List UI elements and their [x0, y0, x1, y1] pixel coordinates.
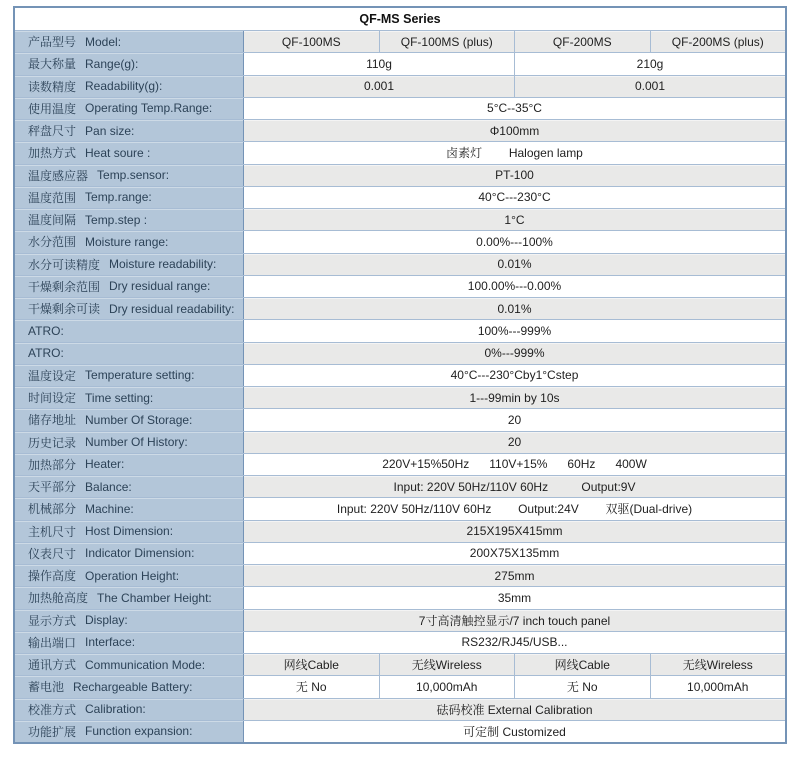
row-values	[244, 632, 785, 653]
spec-row	[15, 454, 785, 476]
row-label	[15, 676, 244, 697]
row-values	[244, 187, 785, 208]
spec-row	[15, 298, 785, 320]
row-values	[244, 543, 785, 564]
spec-row	[15, 98, 785, 120]
row-label-en: Communication Mode:	[85, 657, 206, 672]
row-label	[15, 409, 244, 430]
spec-table	[13, 6, 787, 744]
row-label-en: Number Of History:	[85, 435, 188, 450]
spec-row	[15, 209, 785, 231]
row-label-cn: ATRO:	[28, 346, 64, 361]
row-label	[15, 298, 244, 319]
row-label	[15, 721, 244, 742]
value-cell: QF-200MS	[514, 31, 650, 52]
spec-row	[15, 543, 785, 565]
row-label-cn: 机械部分	[28, 502, 77, 517]
spec-row	[15, 53, 785, 75]
row-values	[244, 587, 785, 608]
row-values	[244, 432, 785, 453]
row-values	[244, 209, 785, 230]
spec-row	[15, 343, 785, 365]
row-label-cn: 最大称量	[28, 57, 77, 72]
value-cell: Input: 220V 50Hz/110V 60Hz Output:9V	[244, 476, 785, 497]
row-label-cn: 输出端口	[28, 635, 77, 650]
row-label	[15, 187, 244, 208]
row-values	[244, 676, 785, 697]
row-label-en: Temp.step :	[85, 212, 148, 227]
row-label-cn: 仪表尺寸	[28, 546, 77, 561]
spec-row	[15, 676, 785, 698]
row-values	[244, 721, 785, 742]
row-label-cn: 温度感应器	[28, 168, 89, 183]
row-values	[244, 387, 785, 408]
row-values	[244, 699, 785, 720]
row-values	[244, 476, 785, 497]
row-values	[244, 521, 785, 542]
row-label	[15, 565, 244, 586]
row-label-en: Function expansion:	[85, 724, 193, 739]
row-label-en: Indicator Dimension:	[85, 546, 195, 561]
value-cell: 5°C--35°C	[244, 98, 785, 119]
row-label-cn: 时间设定	[28, 391, 77, 406]
row-label-cn: 秤盘尺寸	[28, 124, 77, 139]
row-label-cn: 加热方式	[28, 146, 77, 161]
value-cell: Input: 220V 50Hz/110V 60Hz Output:24V 双驱(Dual-drive)	[244, 498, 785, 519]
value-cell: 40°C---230°Cby1°Cstep	[244, 365, 785, 386]
row-label-cn: 温度范围	[28, 190, 77, 205]
value-cell: 网线Cable	[244, 654, 379, 675]
row-values	[244, 142, 785, 163]
row-label-en: Operating Temp.Range:	[85, 101, 213, 116]
row-label	[15, 610, 244, 631]
value-cell: 210g	[514, 53, 785, 74]
value-cell: 1°C	[244, 209, 785, 230]
value-cell: 0.001	[514, 76, 785, 97]
row-label	[15, 209, 244, 230]
row-label-cn: 主机尺寸	[28, 524, 77, 539]
row-label	[15, 120, 244, 141]
row-label-cn: 加热舱高度	[28, 591, 89, 606]
row-label	[15, 320, 244, 341]
row-label	[15, 521, 244, 542]
value-cell: 0.01%	[244, 298, 785, 319]
spec-row	[15, 254, 785, 276]
row-values	[244, 654, 785, 675]
row-label-en: Temp.range:	[85, 190, 152, 205]
row-label	[15, 254, 244, 275]
row-label	[15, 498, 244, 519]
spec-row	[15, 165, 785, 187]
row-label	[15, 476, 244, 497]
row-label-cn: 校准方式	[28, 702, 77, 717]
row-values	[244, 165, 785, 186]
spec-row	[15, 476, 785, 498]
value-cell: 40°C---230°C	[244, 187, 785, 208]
row-values	[244, 565, 785, 586]
row-label	[15, 98, 244, 119]
spec-row	[15, 565, 785, 587]
row-label	[15, 454, 244, 475]
row-label-en: Moisture readability:	[109, 257, 217, 272]
row-values	[244, 365, 785, 386]
value-cell: 0.00%---100%	[244, 231, 785, 252]
row-values	[244, 409, 785, 430]
row-label-en: Time setting:	[85, 390, 154, 405]
row-values	[244, 254, 785, 275]
spec-row	[15, 587, 785, 609]
spec-row	[15, 409, 785, 431]
row-label-en: Temperature setting:	[85, 368, 195, 383]
spec-row	[15, 187, 785, 209]
row-values	[244, 76, 785, 97]
row-label-en: Range(g):	[85, 56, 139, 71]
value-cell: 20	[244, 409, 785, 430]
value-cell: 220V+15%50Hz 110V+15% 60Hz 400W	[244, 454, 785, 475]
value-cell: 215X195X415mm	[244, 521, 785, 542]
row-values	[244, 298, 785, 319]
row-values	[244, 31, 785, 52]
row-label-cn: 读数精度	[28, 79, 77, 94]
row-label-cn: 历史记录	[28, 435, 77, 450]
row-label	[15, 632, 244, 653]
spec-row	[15, 721, 785, 742]
row-label	[15, 387, 244, 408]
value-cell: 0%---999%	[244, 343, 785, 364]
row-label	[15, 76, 244, 97]
row-label-en: Pan size:	[85, 123, 135, 138]
row-values	[244, 343, 785, 364]
row-label-cn: 储存地址	[28, 413, 77, 428]
row-values	[244, 320, 785, 341]
row-label-en: Readability(g):	[85, 79, 163, 94]
row-label-cn: 水分可读精度	[28, 257, 101, 272]
value-cell: 0.01%	[244, 254, 785, 275]
row-label-cn: ATRO:	[28, 323, 64, 338]
value-cell: 20	[244, 432, 785, 453]
row-label-en: Number Of Storage:	[85, 412, 193, 427]
spec-row	[15, 632, 785, 654]
row-label-cn: 温度间隔	[28, 213, 77, 228]
row-label-cn: 产品型号	[28, 35, 77, 50]
row-label-en: Temp.sensor:	[97, 168, 170, 183]
row-label	[15, 142, 244, 163]
row-values	[244, 231, 785, 252]
spec-row	[15, 31, 785, 53]
row-label-cn: 天平部分	[28, 480, 77, 495]
table-title: QF-MS Series	[15, 8, 785, 31]
spec-row	[15, 387, 785, 409]
row-label-en: Model:	[85, 34, 122, 49]
row-label-en: Operation Height:	[85, 568, 180, 583]
row-label-cn: 使用温度	[28, 101, 77, 116]
spec-row	[15, 610, 785, 632]
row-label-cn: 蓄电池	[28, 680, 65, 695]
row-label-en: Heat soure :	[85, 145, 151, 160]
row-label	[15, 231, 244, 252]
spec-row	[15, 276, 785, 298]
value-cell: 0.001	[244, 76, 514, 97]
row-label-en: Calibration:	[85, 702, 146, 717]
row-label	[15, 31, 244, 52]
row-label-en: Rechargeable Battery:	[73, 679, 193, 694]
spec-rows	[15, 31, 785, 742]
value-cell: QF-100MS	[244, 31, 379, 52]
value-cell: RS232/RJ45/USB...	[244, 632, 785, 653]
value-cell: 可定制 Customized	[244, 721, 785, 742]
spec-row	[15, 76, 785, 98]
row-label	[15, 165, 244, 186]
value-cell: 无 No	[244, 676, 379, 697]
row-label-cn: 干燥剩余可读	[28, 302, 101, 317]
row-label-en: Dry residual range:	[109, 279, 211, 294]
spec-row	[15, 320, 785, 342]
value-cell: Φ100mm	[244, 120, 785, 141]
value-cell: 砝码校准 External Calibration	[244, 699, 785, 720]
spec-row	[15, 498, 785, 520]
value-cell: 10,000mAh	[379, 676, 515, 697]
row-label-cn: 通讯方式	[28, 658, 77, 673]
row-label-en: Display:	[85, 613, 128, 628]
value-cell: 100%---999%	[244, 320, 785, 341]
row-label	[15, 53, 244, 74]
value-cell: 卤素灯 Halogen lamp	[244, 142, 785, 163]
value-cell: 无 No	[514, 676, 650, 697]
value-cell: 无线Wireless	[379, 654, 515, 675]
spec-row	[15, 365, 785, 387]
row-label-cn: 温度设定	[28, 368, 77, 383]
row-label-cn: 显示方式	[28, 613, 77, 628]
spec-row	[15, 120, 785, 142]
spec-row	[15, 142, 785, 164]
spec-row	[15, 231, 785, 253]
row-label	[15, 276, 244, 297]
spec-row	[15, 432, 785, 454]
row-label-cn: 水分范围	[28, 235, 77, 250]
value-cell: 100.00%---0.00%	[244, 276, 785, 297]
row-label-cn: 干燥剩余范围	[28, 279, 101, 294]
spec-row	[15, 521, 785, 543]
value-cell: QF-200MS (plus)	[650, 31, 786, 52]
row-label-cn: 加热部分	[28, 457, 77, 472]
row-label	[15, 432, 244, 453]
row-values	[244, 498, 785, 519]
row-values	[244, 53, 785, 74]
row-label-cn: 操作高度	[28, 569, 77, 584]
value-cell: 110g	[244, 53, 514, 74]
row-values	[244, 610, 785, 631]
row-label-en: Moisture range:	[85, 234, 169, 249]
spec-row	[15, 654, 785, 676]
row-label	[15, 587, 244, 608]
row-label	[15, 365, 244, 386]
row-label	[15, 654, 244, 675]
value-cell: 35mm	[244, 587, 785, 608]
row-label-en: The Chamber Height:	[97, 590, 212, 605]
value-cell: 200X75X135mm	[244, 543, 785, 564]
row-label-cn: 功能扩展	[28, 724, 77, 739]
row-values	[244, 98, 785, 119]
row-label-en: Machine:	[85, 501, 134, 516]
row-values	[244, 120, 785, 141]
row-label-en: Balance:	[85, 479, 132, 494]
row-label	[15, 543, 244, 564]
spec-row	[15, 699, 785, 721]
row-label-en: Dry residual readability:	[109, 301, 235, 316]
value-cell: QF-100MS (plus)	[379, 31, 515, 52]
value-cell: 无线Wireless	[650, 654, 786, 675]
value-cell: 1---99min by 10s	[244, 387, 785, 408]
value-cell: 275mm	[244, 565, 785, 586]
value-cell: 10,000mAh	[650, 676, 786, 697]
value-cell: PT-100	[244, 165, 785, 186]
row-label	[15, 343, 244, 364]
row-label	[15, 699, 244, 720]
value-cell: 7寸高清触控显示/7 inch touch panel	[244, 610, 785, 631]
value-cell: 网线Cable	[514, 654, 650, 675]
row-label-en: Host Dimension:	[85, 524, 174, 539]
row-values	[244, 454, 785, 475]
row-label-en: Heater:	[85, 457, 125, 472]
row-values	[244, 276, 785, 297]
row-label-en: Interface:	[85, 635, 136, 650]
